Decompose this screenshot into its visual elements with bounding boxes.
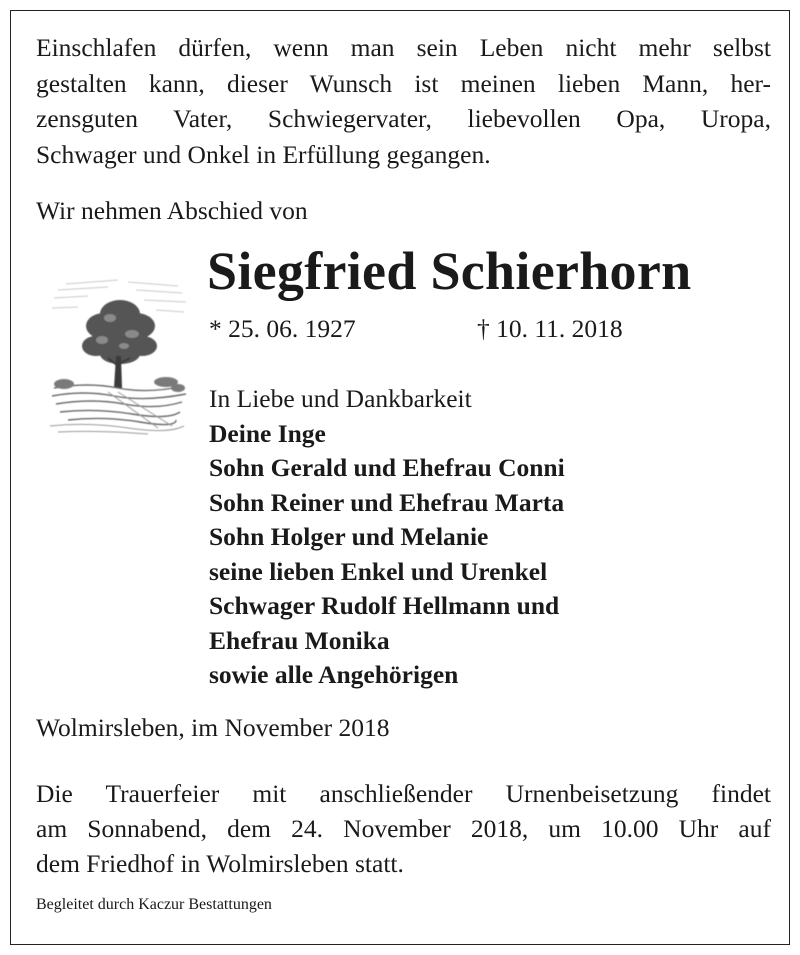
- intro-line: Einschlafen dürfen, wenn man sein Leben nicht mehr selbst: [36, 33, 771, 62]
- ceremony-line: dem Friedhof in Wolmirsleben statt.: [36, 849, 404, 878]
- intro-paragraph: [36, 30, 771, 172]
- intro-line: Schwager und Onkel in Erfüllung gegangen.: [36, 139, 491, 169]
- death-date: † 10. 11. 2018: [477, 314, 623, 343]
- intro-line: zensguten Vater, Schwiegervater, liebevollen Opa, Uropa,: [36, 104, 771, 133]
- family-member: sowie alle Angehörigen: [209, 660, 459, 689]
- farewell-label: Wir nehmen Abschied von: [36, 196, 308, 225]
- ceremony-paragraph: [36, 776, 771, 881]
- family-member: Sohn Reiner und Ehefrau Marta: [209, 487, 565, 517]
- family-list: [209, 382, 565, 693]
- tree-illustration: [48, 276, 188, 440]
- family-intro: In Liebe und Dankbarkeit: [209, 384, 472, 413]
- place-date: Wolmirsleben, im November 2018: [36, 713, 390, 742]
- family-member: Sohn Holger und Melanie: [209, 522, 489, 551]
- birth-date: * 25. 06. 1927: [209, 314, 356, 343]
- family-member: Deine Inge: [209, 418, 326, 448]
- intro-line: gestalten kann, dieser Wunsch ist meinen lieben Mann, her-: [36, 68, 771, 98]
- ceremony-line: Die Trauerfeier mit anschließender Urnenbeisetzung findet: [36, 779, 771, 808]
- family-member: seine lieben Enkel und Urenkel: [209, 556, 548, 586]
- family-member: Schwager Rudolf Hellmann und: [209, 591, 560, 620]
- ceremony-line: am Sonnabend, dem 24. November 2018, um 10.00 Uhr auf: [36, 814, 771, 843]
- deceased-name: Siegfried Schierhorn: [207, 241, 692, 301]
- family-member: Ehefrau Monika: [209, 625, 390, 655]
- family-member: Sohn Gerald und Ehefrau Conni: [209, 453, 565, 482]
- undertaker-credit: Begleitet durch Kaczur Bestattungen: [36, 896, 272, 913]
